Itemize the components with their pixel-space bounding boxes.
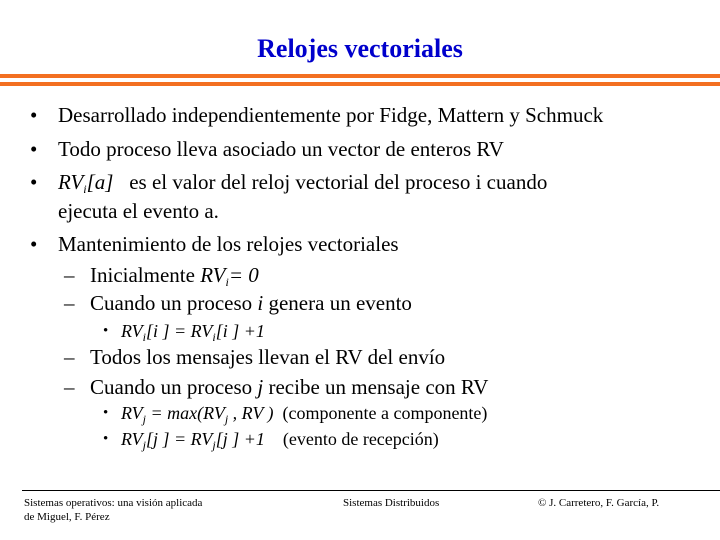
sub-text: Inicialmente $RV_i= 0$ (90, 263, 259, 289)
footer-left (24, 496, 202, 524)
slide-title: Relojes vectoriales (257, 34, 463, 63)
bullet-marker: • (30, 170, 38, 194)
small-bullet-marker: • (103, 323, 109, 339)
footer-authors: de Miguel, F. Pérez (24, 511, 110, 523)
footer-center: Sistemas Distribuidos (343, 497, 440, 509)
dash-marker: – (64, 291, 75, 315)
dash-marker: – (64, 263, 75, 287)
bullet-text: ejecuta el evento a. (58, 199, 219, 223)
rv-symbol: RV (58, 170, 84, 194)
rv-index: [a] (86, 170, 114, 194)
bullet-text (58, 169, 547, 195)
dash-marker: – (64, 375, 75, 399)
bullet-marker: • (30, 137, 38, 161)
formula-note: (evento de recepción) (282, 429, 439, 449)
bullet-text: Todo proceso lleva asociado un vector de enteros RV (58, 137, 504, 161)
bullet-text: Desarrollado independientemente por Fidge, Mattern y Schmuck (58, 103, 604, 127)
footer-divider (22, 490, 720, 491)
bullet-marker: • (30, 103, 38, 127)
sub-text: Todos los mensajes llevan el RV del envío (90, 345, 446, 369)
formula-text: $RV_j[j$ ] = $RV_j[j$ ] +1 (evento de recepción) (121, 429, 439, 452)
formula-note: (componente a componente) (282, 403, 488, 423)
title-underline-bottom (0, 82, 720, 86)
formula-text: $RV_i[i$ ] = $RV_i[i$ ] +1 (121, 321, 265, 344)
dash-marker: – (64, 345, 75, 369)
bullet-text: Mantenimiento de los relojes vectoriales (58, 232, 399, 256)
bullet-text-rest: es el valor del reloj vectorial del proceso i cuando (129, 170, 548, 194)
footer-book-title: Sistemas operativos: una visión aplicada (24, 497, 203, 509)
title-underline-top (0, 74, 720, 78)
footer-right: © J. Carretero, F. García, P. (538, 497, 660, 509)
rv-subscript: i (83, 182, 87, 196)
bullet-marker: • (30, 232, 38, 256)
small-bullet-marker: • (103, 405, 109, 421)
small-bullet-marker: • (103, 431, 109, 447)
sub-text: Cuando un proceso i genera un evento (90, 291, 412, 315)
sub-text: Cuando un proceso j recibe un mensaje con RV (90, 375, 489, 399)
formula-text: $RV_j = \max(RV_j$ , RV ) (componente a componente) (121, 403, 488, 426)
